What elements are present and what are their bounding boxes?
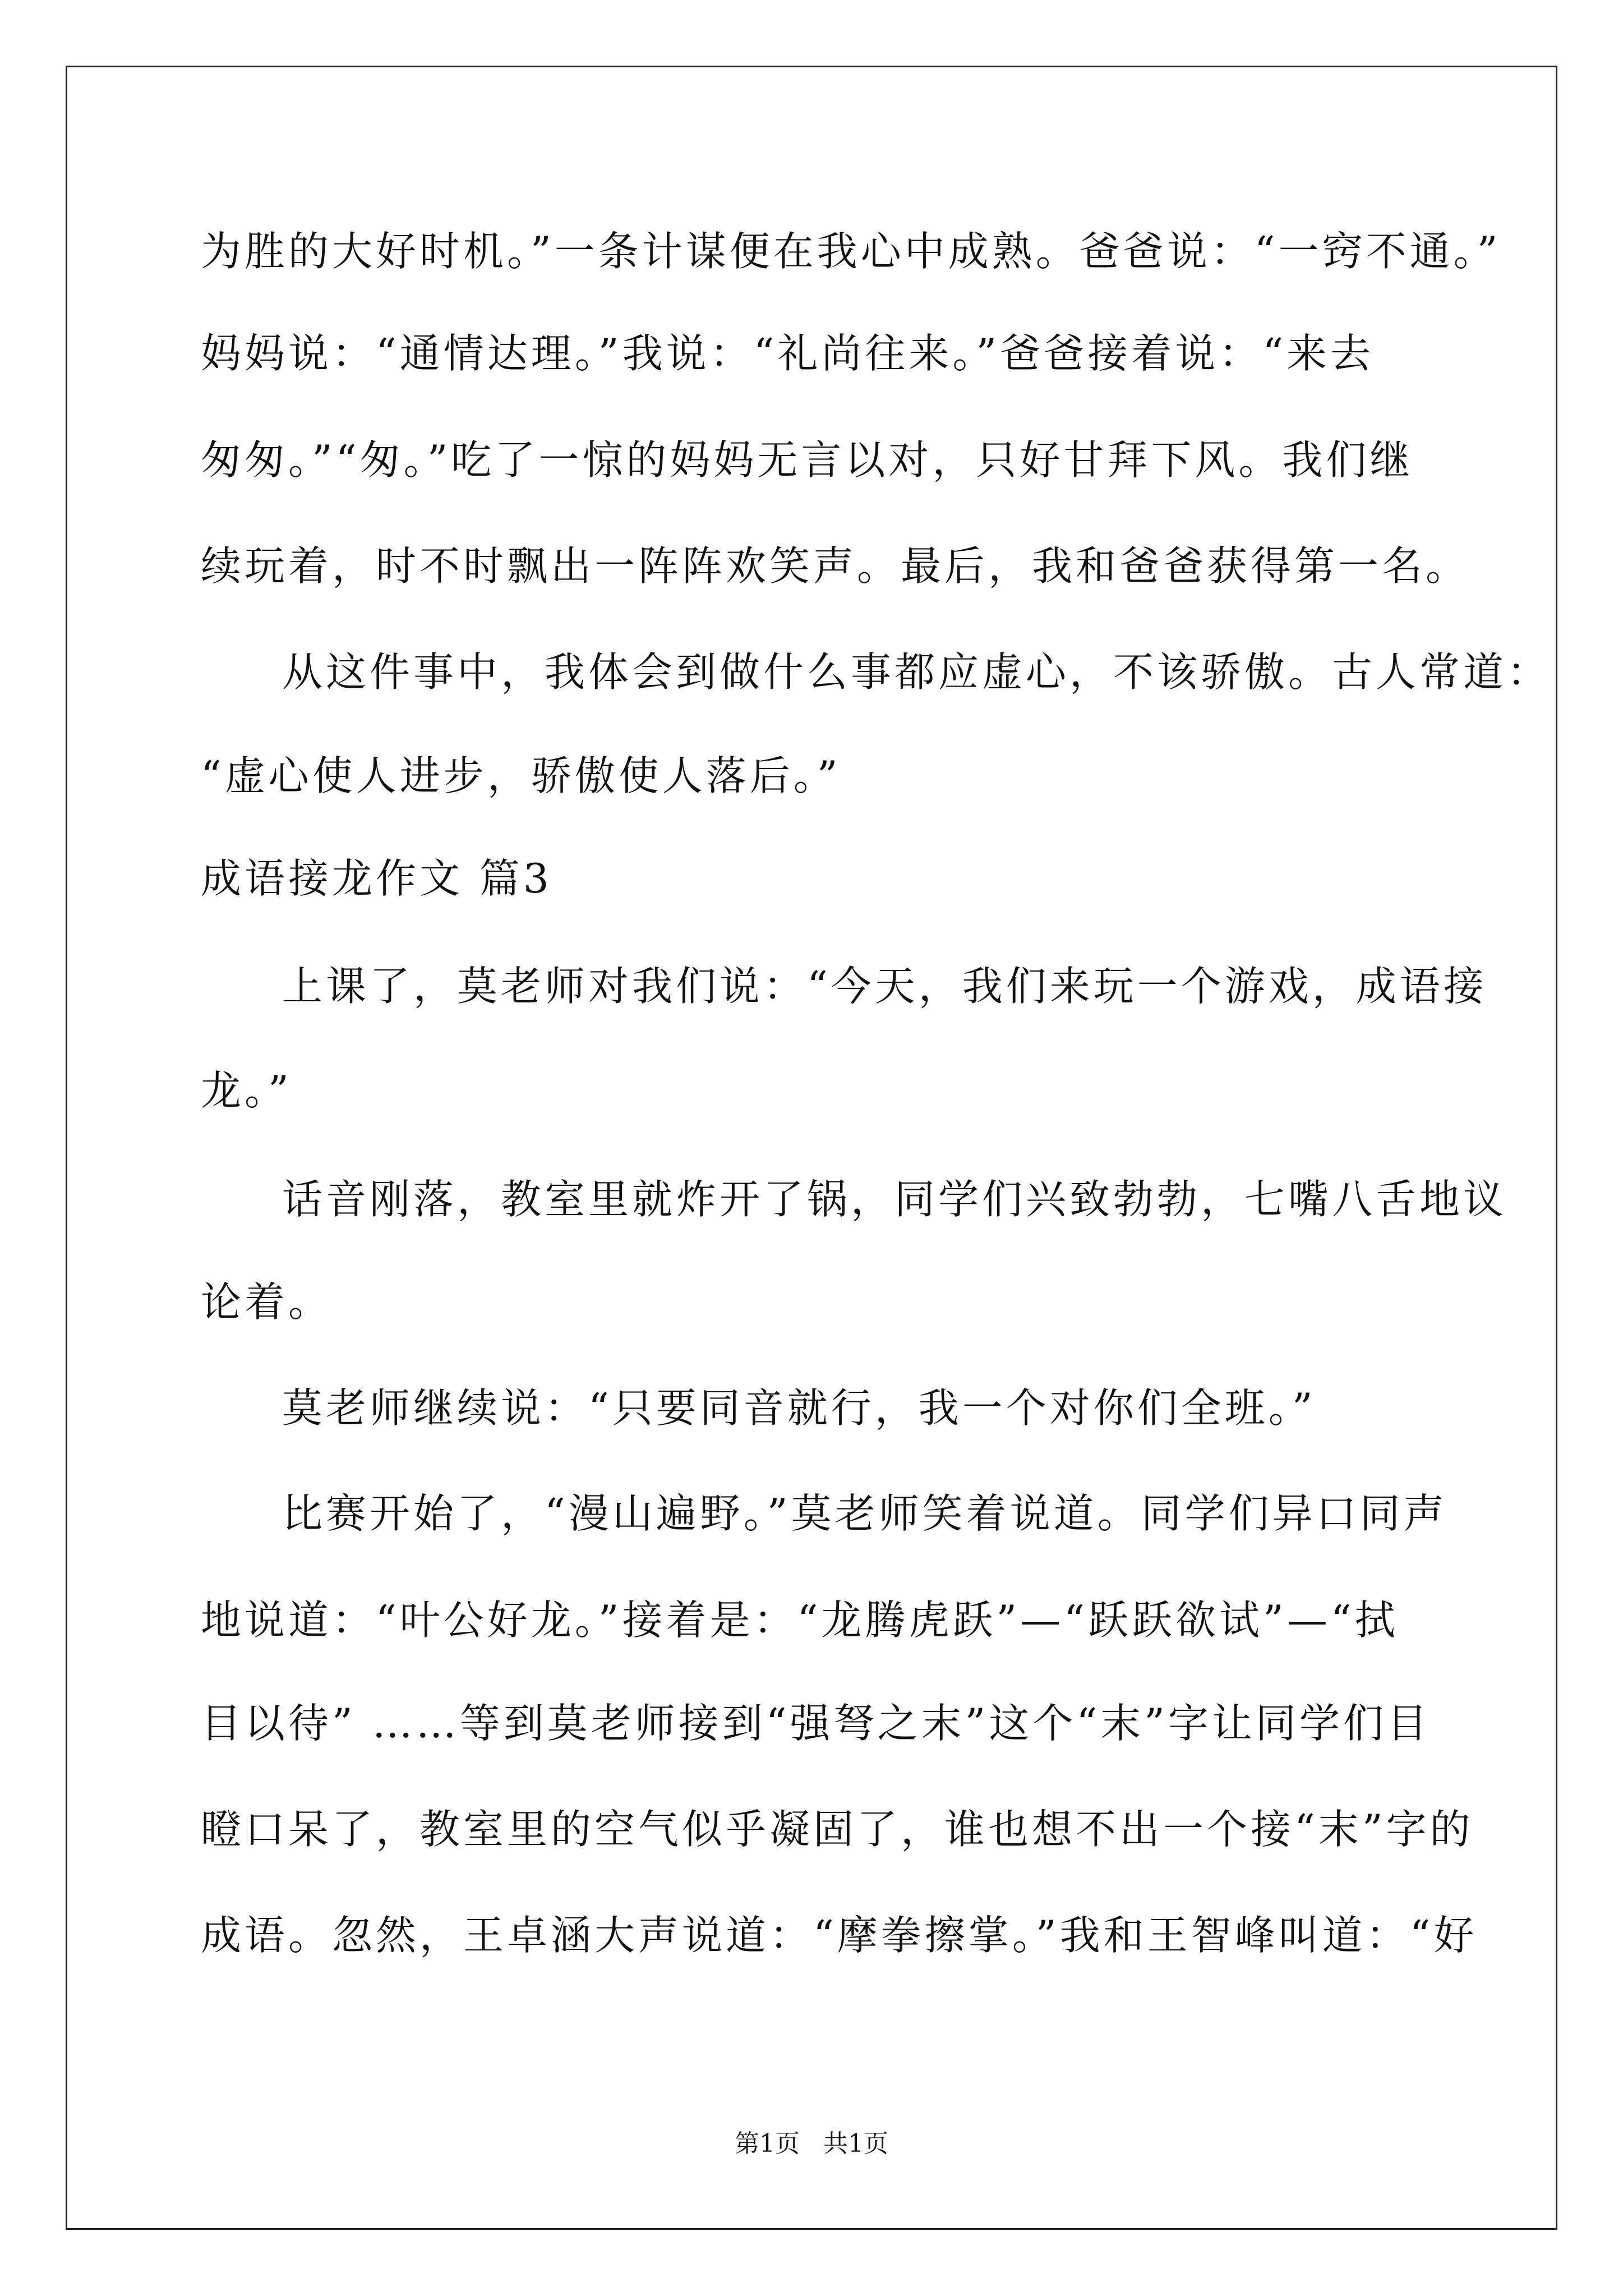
text-line-9: 龙。” [201, 1067, 292, 1114]
text-line-17: 成语。忽然，王卓涵大声说道：“摩拳擦掌。”我和王智峰叫道：“好 [201, 1912, 1478, 1959]
text-line-10: 话音刚落，教室里就炸开了锅，同学们兴致勃勃，七嘴八舌地议 [282, 1176, 1507, 1223]
page-number: 第1页 [735, 2129, 800, 2158]
text-line-3: 匆匆。”“匆。”吃了一惊的妈妈无言以对，只好甘拜下风。我们继 [201, 436, 1414, 484]
text-line-5: 从这件事中，我体会到做什么事都应虚心，不该骄傲。古人常道： [282, 648, 1551, 696]
text-line-4: 续玩着，时不时飘出一阵阵欢笑声。最后，我和爸爸获得第一名。 [201, 542, 1470, 590]
text-line-11: 论着。 [201, 1278, 333, 1326]
text-line-16: 瞪口呆了，教室里的空气似乎凝固了，谁也想不出一个接“末”字的 [201, 1806, 1474, 1853]
text-line-12: 莫老师继续说：“只要同音就行，我一个对你们全班。” [282, 1384, 1316, 1432]
text-line-1: 为胜的大好时机。”一条计谋便在我心中成熟。爸爸说：“一窍不通。” [201, 228, 1501, 275]
text-line-13: 比赛开始了，“漫山遍野。”莫老师笑着说道。同学们异口同声 [282, 1490, 1447, 1537]
text-line-2: 妈妈说：“通情达理。”我说：“礼尚往来。”爸爸接着说：“来去 [201, 330, 1375, 377]
text-line-6: “虚心使人进步，骄傲使人落后。” [201, 752, 841, 799]
text-line-14: 地说道：“叶公好龙。”接着是：“龙腾虎跃”—“跃跃欲试”—“拭 [201, 1596, 1399, 1644]
page-footer [0, 2123, 1623, 2159]
page-total: 共1页 [823, 2129, 888, 2158]
section-heading: 成语接龙作文 篇3 [201, 855, 552, 902]
text-line-15: 目以待” ……等到莫老师接到“强弩之末”这个“末”字让同学们目 [201, 1700, 1431, 1747]
page-border [66, 66, 1557, 2230]
text-line-8: 上课了，莫老师对我们说：“今天，我们来玩一个游戏，成语接 [282, 963, 1487, 1010]
